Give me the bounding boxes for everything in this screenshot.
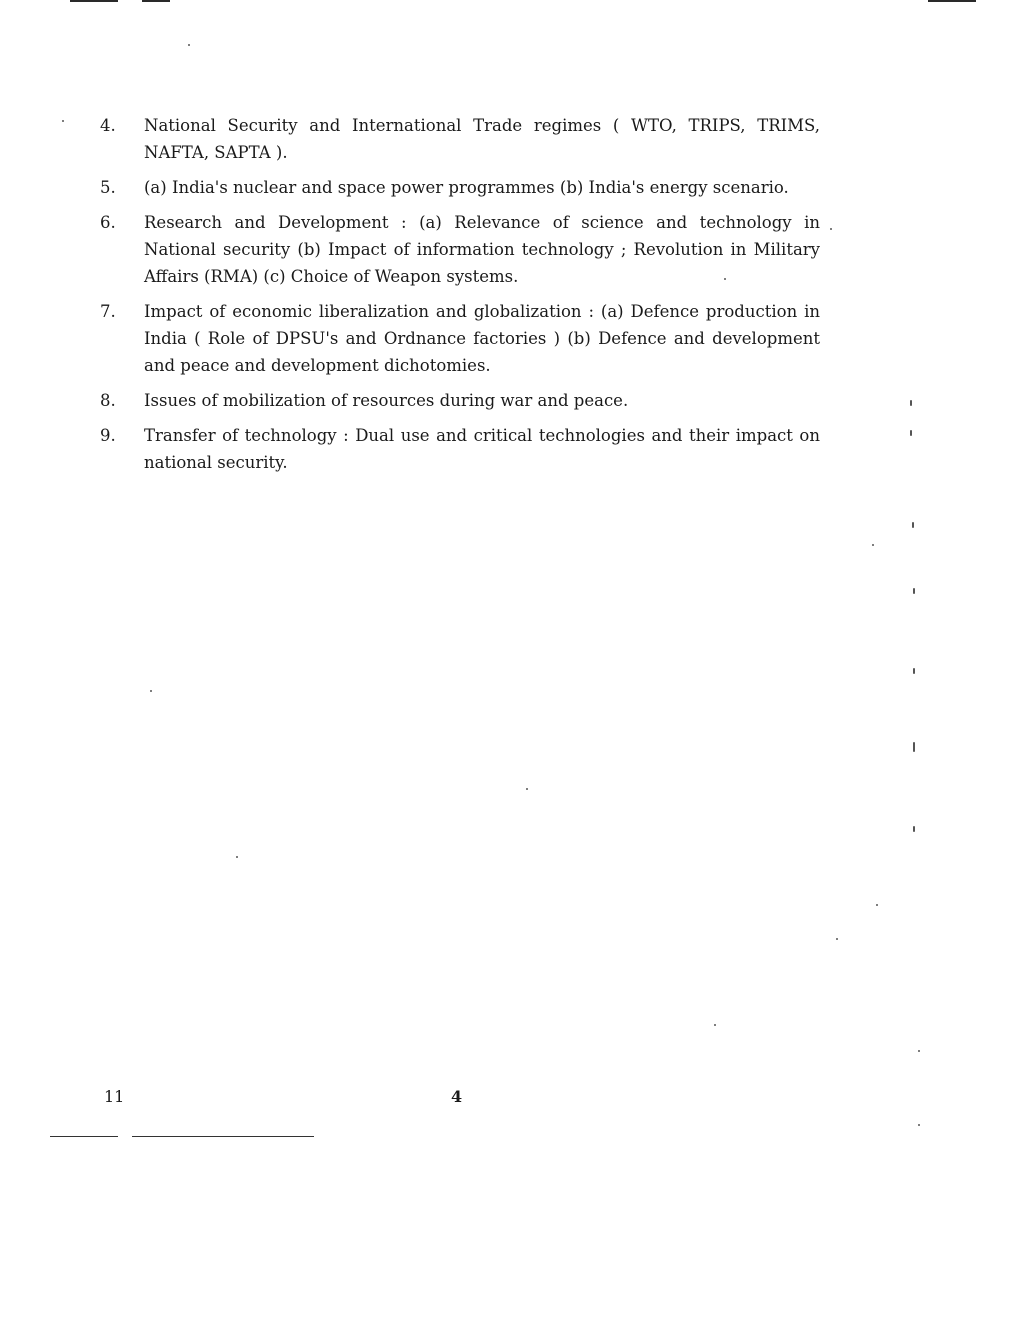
scan-speck [876, 904, 878, 906]
scan-edge-mark [928, 0, 976, 2]
item-number: 5. [100, 178, 116, 197]
footer-rule [50, 1136, 118, 1137]
scan-speck [910, 400, 912, 406]
item-number: 4. [100, 116, 116, 135]
scan-speck [724, 278, 726, 280]
scan-edge-mark [70, 0, 118, 2]
scan-speck [913, 588, 915, 594]
scan-speck [910, 430, 912, 436]
scan-edge-mark [142, 0, 170, 2]
list-item [100, 422, 820, 476]
list-item [100, 209, 820, 290]
list-item [100, 387, 820, 414]
item-number: 9. [100, 426, 116, 445]
item-text: Transfer of technology : Dual use and critical technologies and their impact on national security. [144, 426, 820, 472]
scan-speck [188, 44, 190, 46]
item-number: 8. [100, 391, 116, 410]
scan-speck [913, 668, 915, 674]
scan-speck [872, 544, 874, 546]
scan-speck [913, 742, 915, 752]
item-text: Issues of mobilization of resources during war and peace. [144, 391, 629, 410]
scan-speck [62, 120, 64, 122]
scan-speck [714, 1024, 716, 1026]
scan-speck [918, 1124, 920, 1126]
item-text: Research and Development : (a) Relevance of science and technology in National security (b) Impact of information technology ; Revolution in Military Affairs (RMA) (c) Choice of Weapon systems. [144, 213, 820, 286]
scan-speck [913, 826, 915, 832]
list-item [100, 174, 820, 201]
scan-speck [912, 522, 914, 528]
topic-list [100, 112, 820, 484]
list-item [100, 298, 820, 379]
scan-speck [918, 1050, 920, 1052]
item-text: Impact of economic liberalization and globalization : (a) Defence production in India ( Role of DPSU's and Ordnance factories ) (b) Defence and development and peace and development dichotomies. [144, 302, 820, 375]
page-number: 4 [451, 1087, 463, 1106]
scan-speck [236, 856, 238, 858]
footer-rule [132, 1136, 314, 1137]
scan-speck [830, 228, 832, 230]
item-text: (a) India's nuclear and space power programmes (b) India's energy scenario. [144, 178, 789, 197]
scan-speck [836, 938, 838, 940]
item-number: 6. [100, 213, 116, 232]
item-text: National Security and International Trade regimes ( WTO, TRIPS, TRIMS, NAFTA, SAPTA ). [144, 116, 820, 162]
item-number: 7. [100, 302, 116, 321]
scan-speck [526, 788, 528, 790]
scan-speck [150, 690, 152, 692]
footer-code: 11 [104, 1087, 125, 1106]
list-item [100, 112, 820, 166]
